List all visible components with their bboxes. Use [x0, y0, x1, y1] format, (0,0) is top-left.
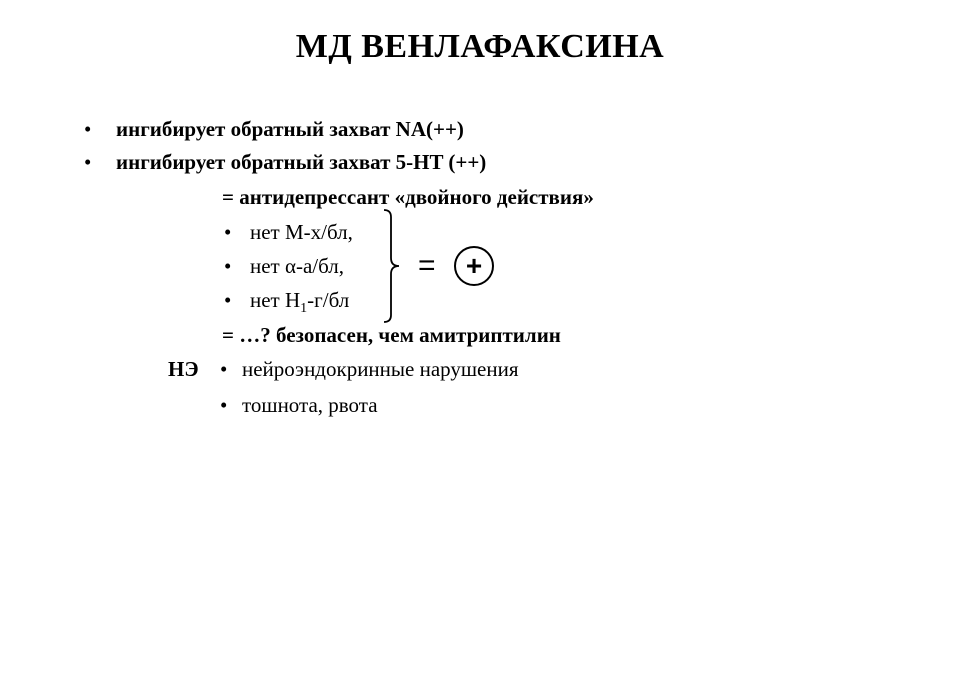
side-effect-item-nausea: тошнота, рвота	[242, 393, 378, 417]
main-point-2: ингибирует обратный захват 5-HT (++)	[116, 150, 487, 174]
circled-plus-icon	[452, 244, 496, 288]
bullet-icon: •	[220, 393, 228, 417]
conclusion-dual-action: = антидепрессант «двойного действия»	[222, 185, 594, 209]
bullet-icon: •	[224, 220, 232, 244]
plus-symbol: +	[465, 250, 483, 281]
lack-item-h1-post: -г/бл	[307, 288, 350, 312]
bullet-icon: •	[84, 117, 92, 141]
lack-item-h1-sub: 1	[300, 301, 308, 317]
lack-item-h1-pre: нет H	[250, 288, 301, 312]
lack-item-alpha-adrenoblock: нет α-а/бл,	[250, 254, 345, 278]
bullet-icon: •	[84, 150, 92, 174]
side-effect-item-neuroendocrine: нейроэндокринные нарушения	[242, 357, 519, 381]
side-effects-label: НЭ	[168, 357, 199, 381]
lack-item-h1-histaminoblock	[250, 288, 349, 321]
conclusion-safety: = …? безопасен, чем амитриптилин	[222, 323, 561, 347]
right-curly-brace-icon	[382, 208, 406, 324]
lack-item-m-cholinoblock: нет М-х/бл,	[250, 220, 353, 244]
bullet-icon: •	[224, 254, 232, 278]
main-point-1: ингибирует обратный захват NA(++)	[116, 117, 464, 141]
page-title: МД ВЕНЛАФАКСИНА	[295, 28, 665, 65]
bullet-icon: •	[224, 288, 232, 312]
equals-sign: =	[418, 249, 436, 282]
bullet-icon: •	[220, 357, 228, 381]
